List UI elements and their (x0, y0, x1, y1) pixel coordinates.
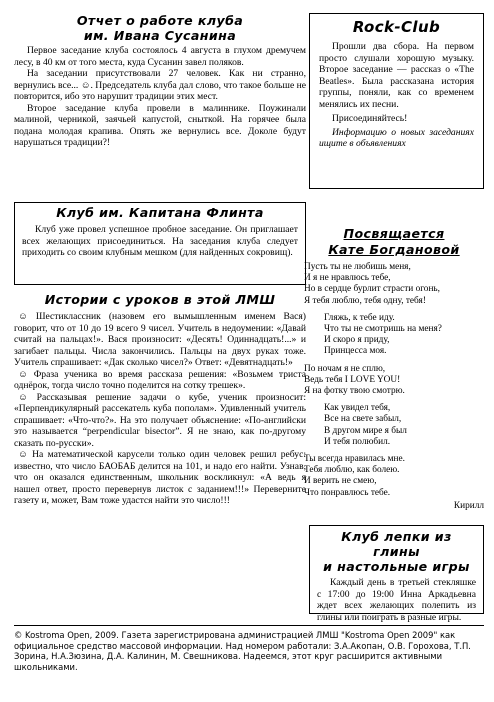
poem-stanza (304, 454, 484, 499)
report-paragraph: На заседании присутствовали 27 человек. Как ни странно, вернулись все... ☺. Председатель клуба дал слово, что такое больше не повторится, ибо это нарушит традиции этих мест. (14, 68, 306, 102)
poem-line: И я не нравлюсь тебе, (304, 273, 391, 284)
story-item: ☺ Фраза ученика во время рассказа решения: «Возьмем триста однёрок, тогда число точно поделится на сотку трешек». (14, 368, 306, 391)
clay-club-title-line1: Клуб лепки из глины (341, 529, 452, 559)
poem-stanza (304, 403, 484, 448)
poem-signature: Кирилл (453, 500, 484, 511)
poem-line: Все на свете забыл, (324, 414, 402, 425)
poem-body (304, 262, 484, 512)
report-title (14, 13, 306, 43)
poem-line: Я на фотку твою смотрю. (304, 386, 405, 397)
rock-club-title: Rock-Club (352, 18, 441, 36)
poem-stanza (304, 313, 484, 358)
poem-line: Как увидел тебя, (324, 403, 391, 414)
poem-line: Гляжь, к тебе иду. (324, 312, 395, 323)
stories-body (14, 311, 306, 507)
poem-line: Но в сердце бурлит страсти огонь, (304, 284, 440, 295)
clay-club-body (317, 577, 476, 623)
poem-line: В другом мире я был (324, 425, 407, 436)
poem-title (304, 226, 484, 258)
poem-line: И тебя полюбил. (324, 436, 391, 447)
report-section (14, 13, 306, 149)
rock-club-note: Информацию о новых заседаниях ищите в объявлениях (319, 126, 474, 149)
poem-line: Ты всегда нравилась мне. (304, 454, 405, 465)
rock-club-body (319, 41, 474, 150)
stories-section (14, 292, 306, 507)
flint-club-title: Клуб им. Капитана Флинта (56, 205, 264, 220)
poem-title-line2: Кате Богдановой (328, 242, 460, 257)
footer (14, 630, 484, 672)
poem-line: Я тебя люблю, тебя одну, тебя! (304, 295, 426, 306)
flint-club-body (22, 224, 298, 259)
story-item: ☺ Рассказывая решение задачи о кубе, ученик произносит: «Перпендикулярный рассекатель куба пополам». Удивленный учитель спрашивает: «Что-что?». На это получает объяснение: «По-английски это называется “perpendicular bisector”. Я не знаю, как по-другому сказать по-русски». (14, 391, 306, 449)
story-item: ☺ На математической карусели только один человек решил ребус: известно, что число БАОБАБ делится на 101, и надо его найти. Узнав, что он оказался единственным, школьник воскликнул: «А ведь я нашел ответ, просто перевернув листок с заданием!!!» Переверните газету и, может, Вам тоже удастся найти это число!!! (14, 449, 306, 506)
clay-club-title-line2: и настольные игры (323, 559, 470, 574)
poem-stanza (304, 262, 484, 307)
footer-text: © Kostroma Open, 2009. Газета зарегистрирована администрацией ЛМШ "Kostroma Open 2009" как официальное средство массовой информации. Над номером работали: З.А.Акопан, О.В. Горохова, Т.П. Зорина, Н.А.Зюзина, Д.А. Калинин, М. Свешникова. Надеемся, этот круг расширится активными школьниками. (14, 630, 471, 672)
flint-club-text: Клуб уже провел успешное пробное заседание. Он приглашает всех желающих присоединиться. На заседания клуба следует приходить со своим клубным мешком (для найденных сокровищ). (22, 224, 298, 258)
poem-section (304, 226, 484, 512)
clay-club-box (309, 525, 484, 623)
poem-title-line1: Посвящается (343, 226, 445, 241)
report-title-line1: Отчет о работе клуба (76, 13, 244, 28)
poem-line: Пусть ты не любишь меня, (304, 262, 411, 272)
poem-line: Что понравлюсь тебе. (304, 487, 391, 498)
report-title-line2: им. Ивана Сусанина (83, 28, 237, 43)
clay-club-text: Каждый день в третьей стекляшке с 17:00 до 19:00 Инна Аркадьевна ждет всех желающих полепить из глины или поиграть в разные игры. (317, 577, 476, 623)
poem-line: Тебя люблю, как болею. (304, 465, 400, 476)
poem-line: По ночам я не сплю, (304, 363, 386, 374)
report-paragraph: Первое заседание клуба состоялось 4 августа в глухом дремучем лесу, в 40 км от того места, куда Сусанин завел поляков. (14, 45, 306, 68)
stories-title: Истории с уроков в этой ЛМШ (44, 292, 276, 307)
poem-line: И скоро я приду, (324, 335, 390, 346)
rock-club-paragraph: Прошли два сбора. На первом просто слушали хорошую музыку. Второе заседание — рассказ о «The Beatles». Была рассказана история группы, поняли, как со временем менялись их песни. (319, 41, 474, 110)
footer-divider (14, 625, 484, 626)
poem-line: Ведь тебя I LOVE YOU! (304, 374, 401, 385)
poem-line: И верить не смею, (304, 476, 377, 487)
poem-stanza (304, 364, 484, 398)
rock-club-paragraph: Присоединяйтесь! (332, 113, 408, 124)
rock-club-box (309, 13, 484, 189)
clay-club-title (317, 529, 476, 574)
report-paragraph: Второе заседание клуба провели в малиннике. Поужинали малиной, черникой, заячьей капустой, сныткой. На горячее была подана молодая крапива. Опять же вернулись все. Доколе будут нарушаться традиции?! (14, 102, 306, 148)
story-item: ☺ Шестиклассник (назовем его вымышленным именем Вася) говорит, что от 10 до 19 всего 9 чисел. Учитель в недоумении: «Давай считай на пальцах!». Вася произносит: «Десять! Одиннадцать!...» и загибает пальцы. Числа закончились. Пальцы на двух руках тоже. Учитель спрашивает: «Дак сколько чисел?» Ответ: «Девятнадцать!» (14, 311, 306, 368)
flint-club-box (14, 202, 306, 285)
poem-line: Что ты не смотришь на меня? (324, 324, 442, 335)
poem-line: Принцесса моя. (324, 346, 387, 357)
report-body (14, 45, 306, 149)
